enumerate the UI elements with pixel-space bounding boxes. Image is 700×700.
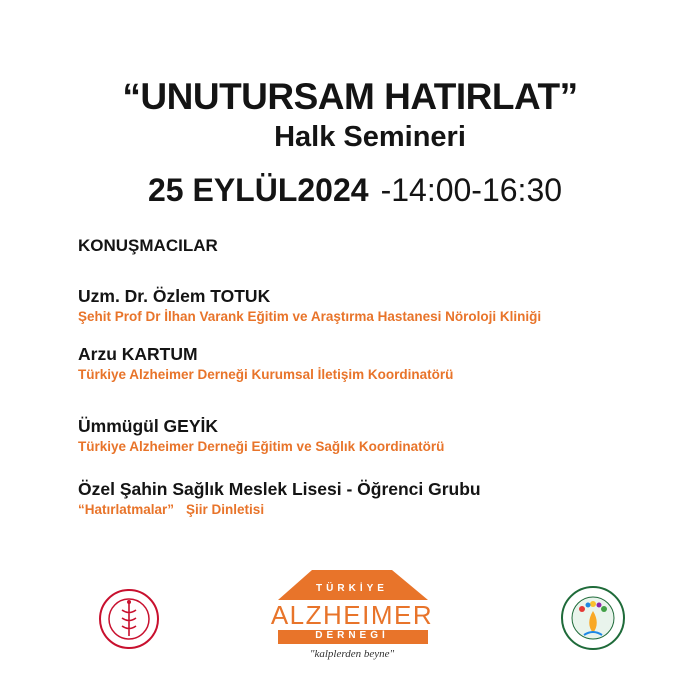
speaker-role: Şehit Prof Dr İlhan Varank Eğitim ve Araştırma Hastanesi Nöroloji Kliniği [78, 309, 542, 324]
municipality-logo [560, 585, 626, 656]
logo-word-alzheimer: ALZHEIMER [270, 600, 434, 630]
poem-desc: Şiir Dinletisi [186, 502, 265, 517]
ministry-logo [98, 588, 160, 655]
event-date-time [148, 172, 562, 209]
speaker-name: Arzu KARTUM [78, 344, 198, 364]
speaker-role: Türkiye Alzheimer Derneği Eğitim ve Sağlık Koordinatörü [78, 439, 445, 454]
speaker-4 [78, 479, 481, 517]
speaker-name: Özel Şahin Sağlık Meslek Lisesi - Öğrenci Grubu [78, 479, 481, 499]
alzheimer-association-logo [262, 560, 442, 670]
logo-slogan: "kalplerden beyne" [309, 648, 395, 660]
speaker-3 [78, 416, 444, 454]
speaker-role: Türkiye Alzheimer Derneği Kurumsal İletişim Koordinatörü [78, 367, 454, 382]
speakers-heading: KONUŞMACILAR [78, 236, 218, 255]
event-title: “UNUTURSAM HATIRLAT” [122, 76, 578, 117]
speaker-2 [78, 344, 453, 382]
event-date: 25 EYLÜL2024 [148, 172, 369, 208]
speaker-name: Ümmügül GEYİK [78, 416, 219, 436]
speaker-name: Uzm. Dr. Özlem TOTUK [78, 286, 271, 306]
event-subtitle: Halk Semineri [274, 121, 466, 153]
municipality-emblem-icon [560, 585, 626, 651]
poem-title: “Hatırlatmalar” [78, 502, 175, 517]
ministry-emblem-icon [98, 588, 160, 650]
event-time: -14:00-16:30 [380, 172, 563, 208]
speaker-1 [78, 286, 541, 324]
logo-word-turkiye: TÜRKİYE [316, 583, 388, 594]
logo-word-dernegi: DERNEĞİ [315, 630, 389, 641]
speaker-role [78, 502, 481, 517]
